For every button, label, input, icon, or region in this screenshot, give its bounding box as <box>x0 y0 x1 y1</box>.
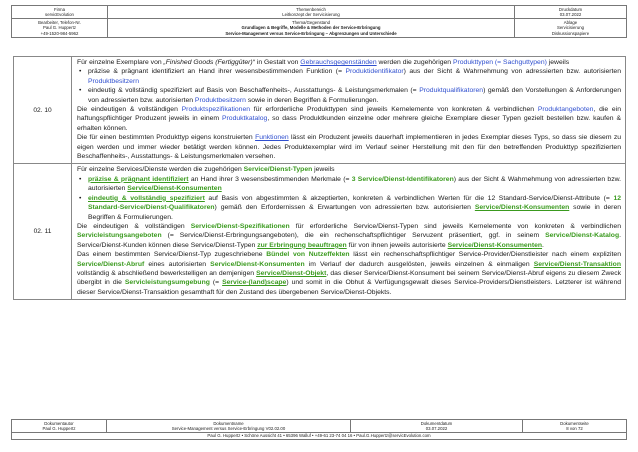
row-number: 02. 10 <box>14 57 72 164</box>
term: Service/Dienst-Konsumenten <box>127 185 222 193</box>
text-run: ) aus der Sicht & Wahrnehmung von adressierten bzw. autorisierten <box>88 175 622 193</box>
editor-label: Bearbeiter, Telefon-Nr. <box>38 19 81 25</box>
page-number-label: Dokumentseite <box>560 420 589 426</box>
filing-value-2: Diskussionspapiere <box>551 30 590 36</box>
term: Produkttypen (= Sachguttypen) <box>452 59 547 66</box>
docname-label: Dokumentname <box>213 420 244 426</box>
docname-value: Service-Management versus Service-Erbringung V02.02.00 <box>171 426 286 431</box>
term: zur Erbringung beauftragen <box>257 241 347 249</box>
text-run: jeweils <box>312 166 335 174</box>
term: Service/Dienst-Objekt <box>256 269 327 277</box>
print-date-cell <box>515 6 627 19</box>
row-intro <box>77 58 621 67</box>
text-run: . Service/Dienst-Kunden können diese Service/Dienst-Typen <box>77 232 621 249</box>
subject-line-1: Grundlagen & Begriffe, Modelle & Methoden der Service-Erbringung <box>241 25 381 31</box>
term: Produktqualifikatoren <box>419 87 484 95</box>
row-number: 02. 11 <box>14 164 72 300</box>
text-run: präzise & prägnant identifiziert an Hand ihrer wesensbestimmenden Funktion (= <box>88 68 346 76</box>
text-run: Die für einen bestimmten Produkttyp eigens konstruierten <box>77 134 256 142</box>
bullet-item <box>77 175 621 194</box>
text-run: in Gestalt von <box>254 59 301 66</box>
text-run: jeweils <box>546 59 570 66</box>
term: Service/Dienst-Katalog <box>545 232 620 240</box>
editor-phone: +49-1520-984-5962 <box>40 30 79 36</box>
row-paragraph <box>77 250 621 297</box>
editor-cell <box>12 19 108 38</box>
text-run: Für einzelne Services/Dienste werden die zugehörigen <box>77 166 244 174</box>
term: eindeutig & vollständig spezifiziert <box>88 194 205 202</box>
text-run: , das dieser Service/Dienst-Konsument bei seinem Service/Dienst-Abruf eigens zu diesem Zweck übergibt in die <box>77 269 621 287</box>
text-run: sowie in deren Begriffen & Formulierungen. <box>245 96 379 104</box>
company-cell <box>12 6 108 19</box>
topic-value: Leitkonzept der Servicisierung <box>282 12 340 17</box>
subject-label: Thema/Gegenstand <box>292 19 330 25</box>
filing-value: Servicisierung <box>557 25 584 31</box>
text-run: werden die zugehörigen <box>376 59 453 66</box>
row-paragraph <box>77 133 621 161</box>
filing-label: Ablage <box>563 19 578 25</box>
text-run: sowie in deren Begriffen & Formulierungen. <box>88 204 622 221</box>
text-run: (= Service/Dienst-Erbringungsangeboten), die ein rechenschaftspflichtiger Servuzent präsentiert, ggf. in seinem <box>161 232 546 240</box>
content-table <box>13 56 626 300</box>
text-run: ) und somit in die Obhut & Verfügungsgewalt dieses Service-Providers/Dienstleisters. Letzterer ist während dieser Service/Dienst-Transaktion gesamthaft für den Zustand des übergebenen Service/Dienst-Objekts. <box>77 279 622 296</box>
text-run: vollständig & abschließend bewerkstelligen an demjenigen <box>77 269 257 277</box>
content-row <box>14 164 626 300</box>
term: 12 Standard-Service/Dienst-Qualifikatoren <box>88 194 621 212</box>
text-run: für erforderliche Produkttypen sind jeweils Kernelemente von konkreten & verbindlichen <box>250 106 538 114</box>
term: Produktspezifikationen <box>181 106 251 114</box>
term: Service/Dienst-Konsumenten <box>447 241 543 249</box>
filing-cell <box>515 19 627 38</box>
topic-label: Themenbereich <box>296 6 326 12</box>
text-run: für von ihnen jeweils autorisierte <box>346 241 448 249</box>
term: 3 Service/Dienst-Identifikatoren <box>351 175 454 183</box>
subject-line-2: Service-Management versus Service-Erbringung – Abgrenzungen und Unterschiede <box>225 30 397 36</box>
term: Produktbesitzern <box>194 96 246 104</box>
subject-cell <box>108 19 515 38</box>
term: Funktionen <box>255 134 289 142</box>
text-run: , die ein haftungspflichtiger Produzent jeweils in einem <box>77 106 621 123</box>
term: Service/Dienst-Spezifikationen <box>190 222 290 230</box>
author-name: Paul G. Huppertz <box>42 426 76 431</box>
print-date-label: Druckdatum <box>558 6 583 12</box>
text-run: auf Basis von abgestimmten & akzeptierten, konkreten & verbindlichen Werten für die 12 Standard-Service/Dienst-Attribute (= <box>204 194 614 202</box>
text-run: im Verlauf der dadurch ausgelösten, jeweils einzelnen & einmaligen <box>304 260 534 268</box>
text-run: . <box>542 241 544 249</box>
text-run: ) gemäß den Erfordernissen & Erwartungen von adressierten bzw. autorisierten <box>214 204 475 212</box>
text-run: , so dass Produktkunden einzelne oder mehrere gleiche Exemplare dieser Typen gezielt bestellen bzw. kaufen & erhalten können. <box>77 115 621 132</box>
term: Service-(land)scape <box>222 279 287 287</box>
text-run: lässt ein rechenschaftspflichtiger Service-Provider/Dienstleister nach einem expliziten <box>349 251 621 259</box>
bullet-item <box>77 86 621 105</box>
bullet-item <box>77 67 621 86</box>
term: Produktidentifikator <box>345 68 404 76</box>
author-cell <box>12 420 107 433</box>
page-number-value: 8 von 72 <box>566 426 583 431</box>
term: präzise & prägnant identifiziert <box>88 175 189 183</box>
term: Service/Dienst-Abruf <box>77 260 145 268</box>
address-line: Paul G. Huppertz • Schöne Aussicht 41 • 65396 Walluf • +49-61 23-74 04 16 • Paul.G.Huppertz@servicEvolution.com <box>12 433 627 440</box>
author-label: Dokumentautor <box>44 420 74 426</box>
text-run: eines autorisierten <box>144 260 211 268</box>
page-header <box>11 5 627 38</box>
docdate-cell <box>351 420 523 433</box>
row-paragraph <box>77 105 621 133</box>
text-run: Das einem bestimmten Service/Dienst-Typ zugeschriebene <box>77 251 267 259</box>
row-intro <box>77 165 621 174</box>
term: Bündel von Nutzeffekten <box>266 251 350 259</box>
row-paragraph <box>77 222 621 250</box>
term: Service/Dienst-Typen <box>243 166 313 174</box>
print-date-value: 03.07.2022 <box>559 12 582 17</box>
editor-name: Paul G. Huppertz <box>43 25 76 31</box>
bullet-list <box>77 67 621 105</box>
term: Servicleistungsangeboten <box>77 232 162 240</box>
term: Service/Dienst-Konsumenten <box>474 204 570 212</box>
text-run: lässt ein Produzent jeweils dauerhaft implementieren in jedes Exemplar dieses Typs, so dass sie diesem zu eigen werden und immer wieder betätigt werden können. Jedes Produktexemplar wird im Verlauf seiner Herstellung mit den für den betreffenden Produkttyp spezifizierten Beschaffenheits-, Ausstattungs- & Leistungsmerkmalen versehen. <box>77 134 622 161</box>
term: Gebrauchsgegenständen <box>300 59 377 66</box>
page-number-cell <box>523 420 627 433</box>
content-row <box>14 57 626 164</box>
docdate-value: 03.07.2022 <box>425 426 448 431</box>
text-run: für erforderliche Service/Dienst-Typen sind jeweils Kernelemente von konkreten & verbindlichen <box>289 222 621 230</box>
text-run: ) aus der Sicht & Wahrnehmung von adressierten bzw. autorisierten <box>403 68 621 76</box>
docdate-label: Dokumentdatum <box>420 420 453 426</box>
text-run: Die eindeutigen & vollständigen <box>77 222 191 230</box>
topic-cell <box>108 6 515 19</box>
row-text <box>72 57 626 164</box>
term: Service/Dienst-Transaktion <box>533 260 621 268</box>
company-name: servicEvolution <box>45 12 74 17</box>
company-label: Firma <box>54 6 65 12</box>
text-run: an Hand ihrer 3 wesensbestimmenden Merkmale (= <box>188 175 352 183</box>
bullet-item <box>77 194 621 222</box>
docname-cell <box>107 420 351 433</box>
term: Service/Dienst-Konsumenten <box>210 260 305 268</box>
term: Produktangeboten <box>537 106 594 114</box>
page-footer <box>11 419 627 440</box>
term: Produktkatalog <box>222 115 268 123</box>
term: „Finished Goods (Fertiggüter)“ <box>163 59 255 66</box>
text-run: eindeutig & vollständig spezifiziert auf Basis von Beschaffenheits-, Ausstattungs- & Leistungsmerkmalen (= <box>88 87 420 95</box>
text-run: ) gemäß den Vorstellungen & Anforderungen von adressierten bzw. autorisierten <box>88 87 621 104</box>
text-run: (= <box>209 279 223 287</box>
text-run: Die eindeutigen & vollständigen <box>77 106 182 114</box>
term: Produktbesitzern <box>88 77 140 85</box>
text-run: Für einzelne Exemplare von <box>77 59 164 66</box>
row-text <box>72 164 626 300</box>
bullet-list <box>77 175 621 222</box>
term: Servicleistungsumgebung <box>124 279 210 287</box>
